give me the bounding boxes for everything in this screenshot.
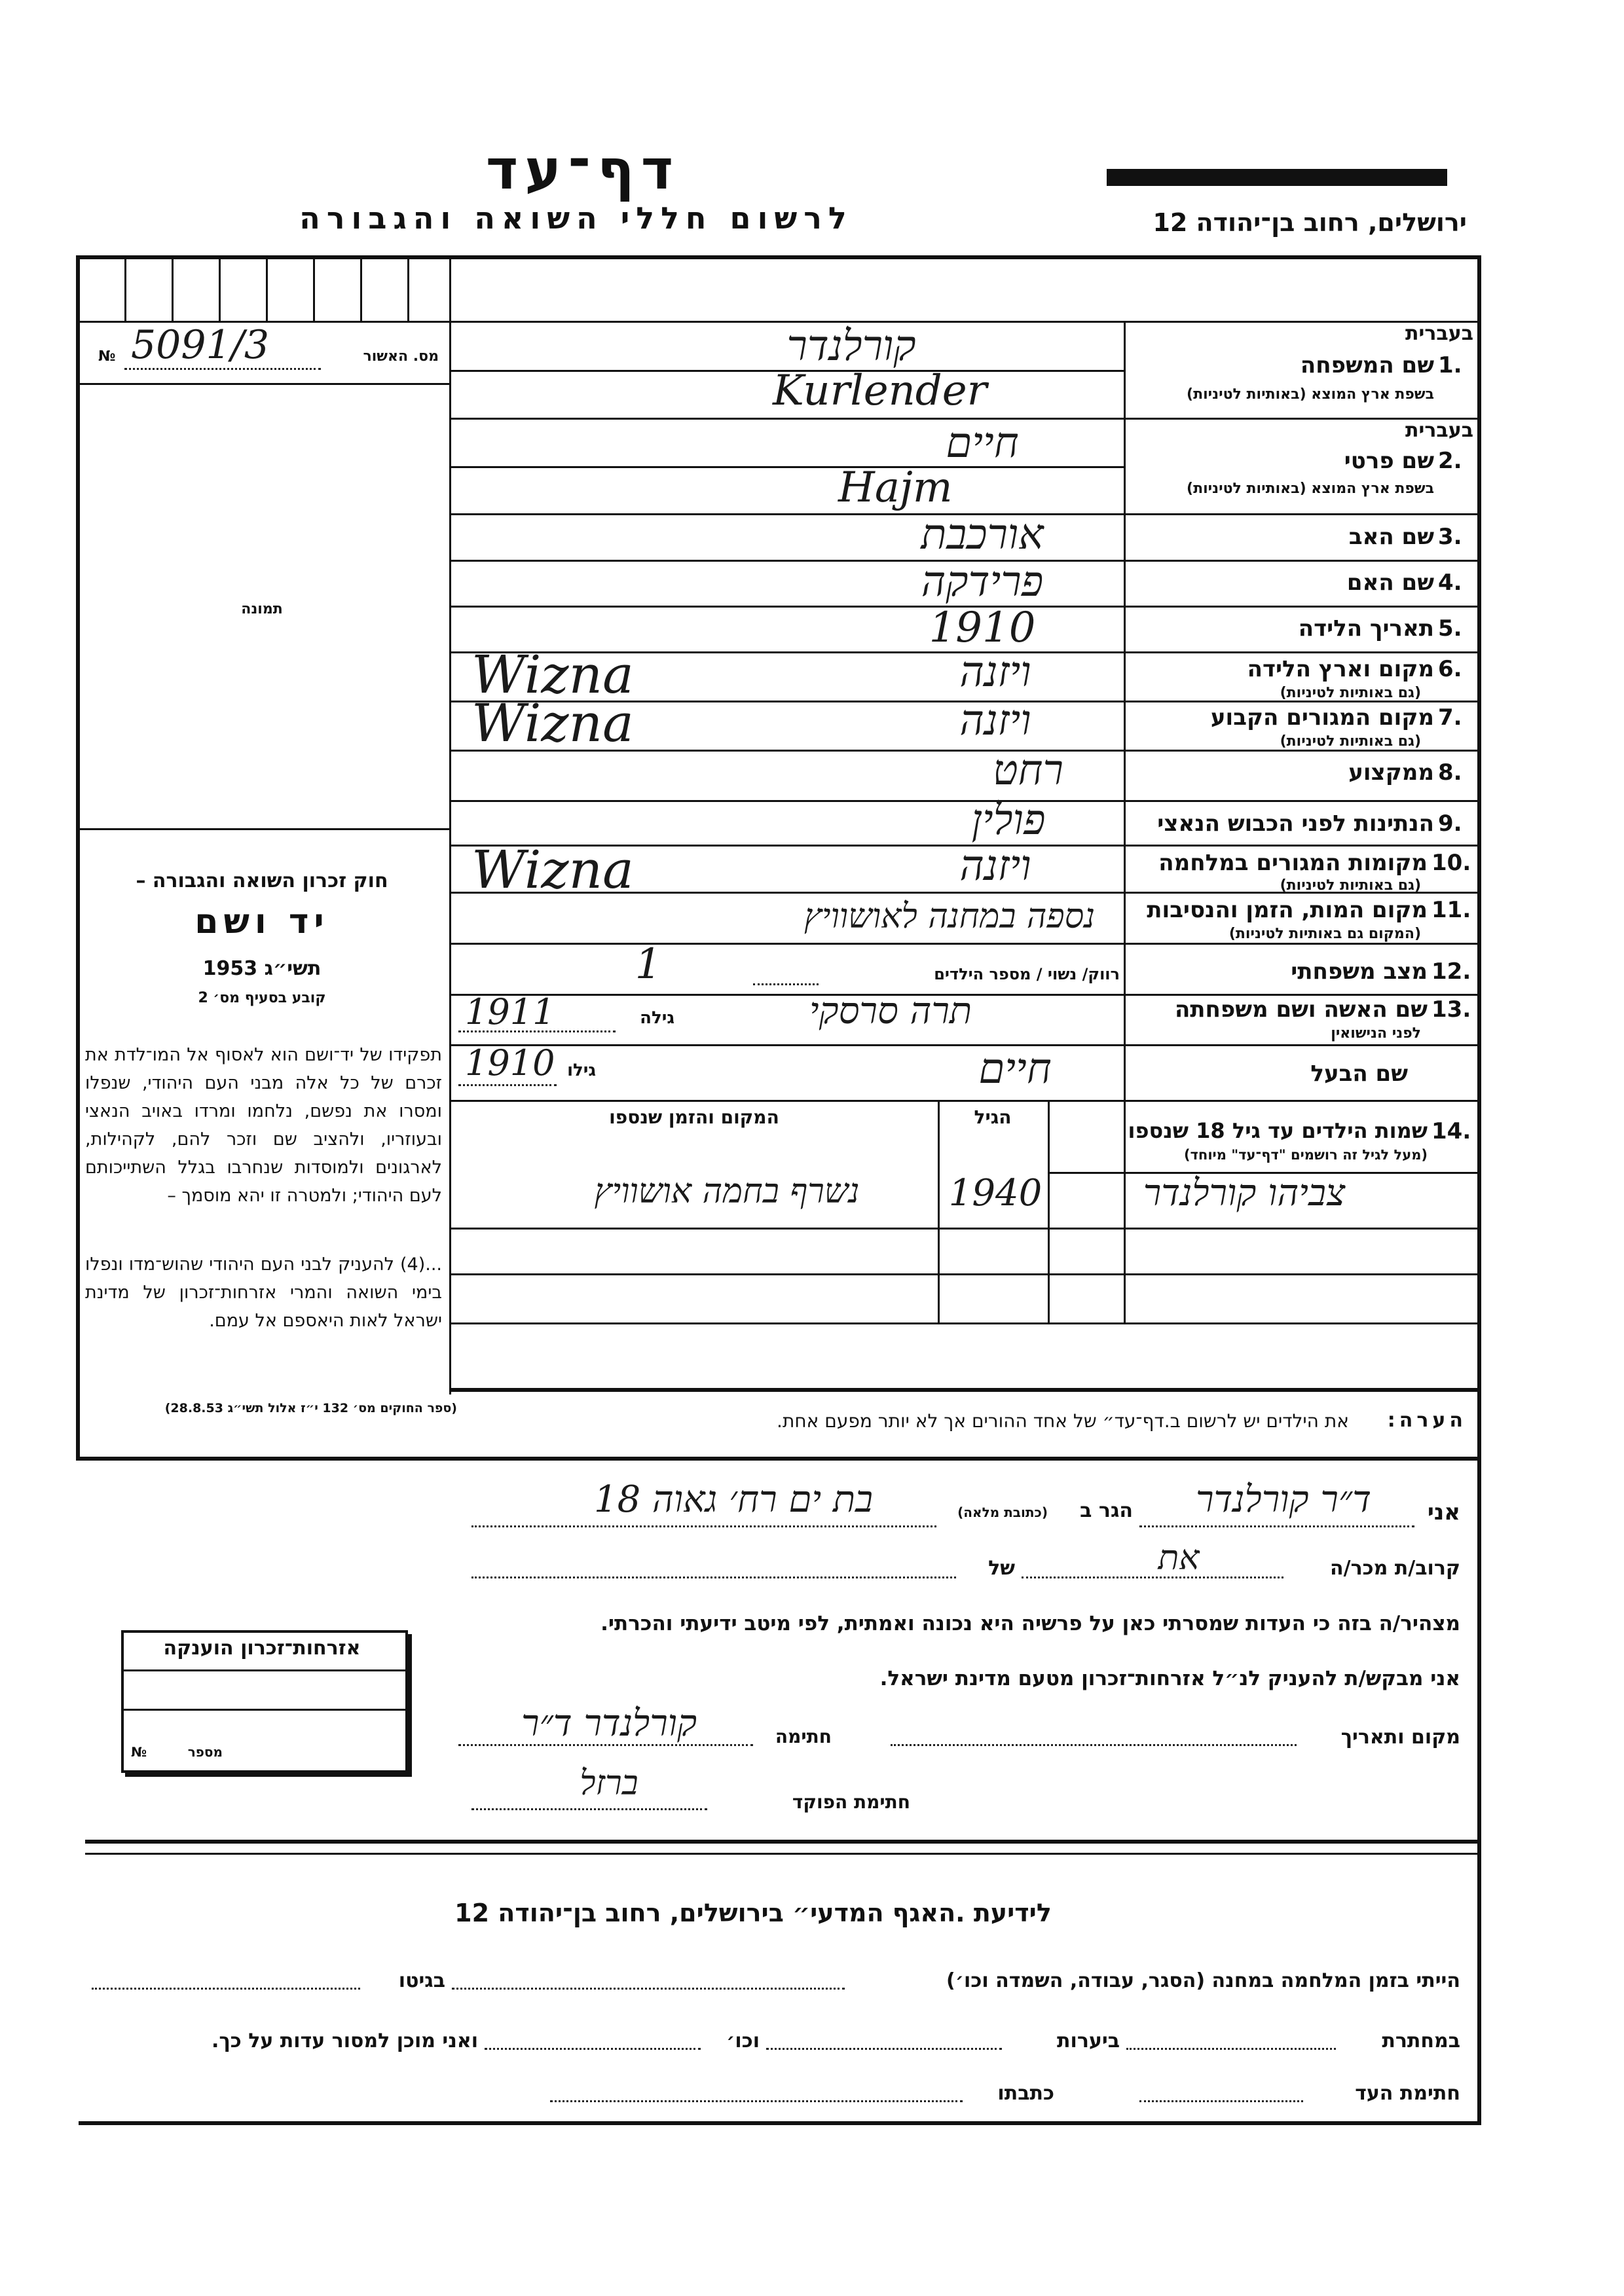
id-box-divider <box>219 255 221 321</box>
children-col-border-age <box>938 1100 940 1322</box>
id-box-divider <box>266 255 268 321</box>
row11-label: מקום המות, הזמן והנסיבות <box>1147 897 1428 923</box>
note-text: את הילדים יש לרשום ב.דף־עד״ של אחד ההורים אך לא יותר מפעם אחת. <box>777 1410 1349 1432</box>
row13-hebrew-value: תרה סרסקי <box>809 990 972 1032</box>
approval-number: 5091/3 <box>131 322 270 368</box>
footer-forests: ביערות <box>1057 2030 1120 2052</box>
law-reference: (ספר החוקים מס׳ 132 י״ז אלול תשי״ג 28.8.53) <box>164 1401 457 1415</box>
id-box-divider <box>124 255 126 321</box>
row5-number: 5. <box>1438 615 1462 642</box>
footer-title: לידיעת .האגף המדעי״ בירושלים, רחוב בן־יהודה 12 <box>454 1899 1052 1927</box>
note-label: הערה: <box>1387 1409 1467 1432</box>
photo-label: תמונה <box>241 601 283 617</box>
approval-bottom <box>76 383 449 385</box>
row5-value: 1910 <box>929 604 1036 652</box>
children-col-place: המקום והזמן שנספו <box>609 1106 779 1128</box>
row7-number: 7. <box>1438 704 1462 731</box>
children-number: 14. <box>1431 1118 1471 1144</box>
husband-age-value: 1910 <box>465 1042 555 1084</box>
children-row-divider <box>449 1273 1481 1275</box>
row6-number: 6. <box>1438 656 1462 682</box>
law-year: תשי״ג 1953 <box>202 957 322 980</box>
footer-witness-sig: חתימת העד <box>1355 2082 1460 2105</box>
row12-value: 1 <box>635 940 662 989</box>
decl-place-line <box>891 1744 1297 1746</box>
row2-label: שם פרטי <box>1344 448 1434 474</box>
frame-left <box>76 255 80 1460</box>
child-place: נשרף בחמה אושוויץ <box>594 1172 860 1211</box>
law-text-1: תפקידו של יד־ושם הוא לאסוף אל המו־לדת את זכרם של כל אלה מבני העם היהודי, שנפלו ומסרו את נפשם, נלחמו ומרדו באויב הנאצי ובעוזריו, ולהציב שם וזכר להם, לקהילות, לארגונים ולמוסדות שנחרבו בגלל השתייכותם לעם היהודי; ולמטרה זו יהא מוסמך – <box>85 1045 442 1206</box>
photo-bottom <box>76 828 449 830</box>
husband-value: חיים <box>978 1045 1052 1093</box>
decl-statement: מצהיר/ה בזה כי העדות שמסרתי כאן על פרשיה היא נכונה ואמתית, לפי מיטב ידיעתי והכרתי. <box>600 1612 1460 1635</box>
footer-bottom <box>79 2121 1481 2125</box>
row3-hebrew-value: אורכבת <box>921 511 1044 559</box>
row1-sub-latin: בשפת ארץ המוצא (באותיות לטיניות) <box>1187 386 1434 403</box>
husband-age-label: גילו <box>567 1061 596 1080</box>
decl-signature-line <box>458 1744 753 1746</box>
row1-hebrew-value: קורלנדר <box>786 322 916 371</box>
row8-number: 8. <box>1438 759 1462 786</box>
row-divider <box>449 943 1481 945</box>
decl-relation-line <box>1022 1576 1283 1578</box>
row8-label: ממקצוע <box>1348 759 1434 786</box>
decl-relation-of: של <box>988 1557 1015 1580</box>
approval-no-label: № <box>98 348 116 365</box>
row2-sub-latin: בשפת ארץ המוצא (באותיות לטיניות) <box>1187 481 1434 497</box>
decl-gar-note: (כתובת מלאה) <box>957 1504 1048 1520</box>
child-age: 1940 <box>948 1172 1043 1214</box>
row10-latin-value: Wizna <box>471 839 634 900</box>
footer-ready: ואני מוכן למסור עדות על כך. <box>212 2030 478 2052</box>
children-col-age: הגיל <box>974 1106 1012 1128</box>
form-subtitle: לרשום חללי השואה והגבורה <box>299 200 853 236</box>
footer-address: כתבתו <box>997 2082 1054 2105</box>
decl-relation-label: קרוב/ת מכר/ה <box>1330 1557 1460 1580</box>
citizenship-title: אזרחות־זכרון הוענקה <box>163 1637 361 1660</box>
footer-ghetto-line <box>92 1988 360 1990</box>
row11-hebrew-value: נספה במחנה לאושוויץ <box>803 897 1096 936</box>
id-box-divider <box>313 255 315 321</box>
footer-witness-line <box>1139 2100 1303 2102</box>
row4-number: 4. <box>1438 570 1462 596</box>
decl-signature-label: חתימה <box>775 1726 832 1747</box>
row7-sub: (גם באותיות לטיניות) <box>1280 733 1421 750</box>
law-text-2: ...(4) להעניק לבני העם היהודי שהוש־מדו ונפלו בימי השואה והמרי אזרחות־זכרון של מדינת ישראל לאות היאספם אל עמם. <box>85 1254 442 1331</box>
row13-age-value: 1911 <box>465 991 555 1032</box>
husband-label: שם הבעל <box>1310 1061 1408 1087</box>
children-label: שמות הילדים עד גיל 18 שנספו <box>1128 1118 1428 1143</box>
form-title: דף־עד <box>485 137 680 202</box>
decl-officer-line <box>471 1808 707 1810</box>
redacted-stamp <box>1107 169 1447 186</box>
footer-camp-line <box>452 1988 845 1990</box>
row7-latin-value: Wizna <box>471 693 634 754</box>
row1-latin-value: Kurlender <box>773 367 987 415</box>
row6-latin-value: Wizna <box>471 644 634 705</box>
decl-ani: אני <box>1427 1499 1460 1525</box>
row11-number: 11. <box>1431 897 1471 923</box>
decl-name-line <box>1139 1525 1414 1527</box>
row-divider <box>449 892 1481 894</box>
row12-number: 12. <box>1431 958 1471 985</box>
row7-hebrew-value: ויזנה <box>959 697 1031 745</box>
row8-hebrew-value: רחט <box>993 746 1063 795</box>
row12-label: מצב משפחתי <box>1291 958 1428 985</box>
id-box-divider <box>407 255 409 321</box>
id-box-divider <box>360 255 362 321</box>
frame-middle <box>76 1457 1481 1461</box>
row10-number: 10. <box>1431 850 1471 876</box>
children-row-divider <box>449 1322 1481 1324</box>
citizenship-number-label: מספר <box>187 1744 223 1760</box>
decl-gar: הגר ב <box>1080 1499 1133 1522</box>
footer-etc: וכו׳ <box>726 2030 760 2052</box>
decl-place-date: מקום ותאריך <box>1340 1726 1460 1749</box>
decl-relation: את <box>1158 1539 1200 1578</box>
row6-label: מקום וארץ הלידה <box>1247 656 1434 682</box>
row13-number: 13. <box>1431 996 1471 1023</box>
footer-divider-1 <box>85 1840 1481 1844</box>
children-col-border-place <box>1048 1100 1050 1322</box>
approval-line <box>124 368 321 370</box>
row12-sub: רווק/ נשוי / מספר הילדים <box>934 965 1120 983</box>
footer-underground: במחתרת <box>1382 2030 1460 2052</box>
decl-officer-label: חתימת הפוקד <box>792 1791 910 1813</box>
footer-underground-line <box>1126 2048 1336 2050</box>
row3-label: שם האב <box>1348 524 1434 550</box>
approval-label: מס. האשור <box>363 348 439 365</box>
row1-sub-hebrew: בעברית <box>1405 322 1473 345</box>
row13-sub: לפני הנישואין <box>1331 1025 1421 1042</box>
header-address: ירושלים, רחוב בן־יהודה 12 <box>1153 208 1467 237</box>
row13-label: שם האשה ושם משפחתה <box>1174 996 1428 1023</box>
footer-camp: הייתי בזמן המלחמה במחנה (הסגר, עבודה, השמדה וכו׳) <box>946 1969 1460 1992</box>
row10-sub: (גם באותיות לטיניות) <box>1280 877 1421 894</box>
law-name: יד ושם <box>194 902 329 941</box>
footer-forests-line <box>766 2048 1002 2050</box>
footer-divider-2 <box>85 1853 1481 1855</box>
note-divider <box>449 1388 1481 1392</box>
row2-sub-hebrew: בעברית <box>1405 419 1473 442</box>
citizenship-no-label: № <box>131 1744 147 1760</box>
law-clause: קובע בסעיף מס׳ 2 <box>198 990 326 1006</box>
children-sub: (מעל לגיל זה רושמים "דף־עד" מיוחד) <box>1183 1147 1428 1163</box>
decl-declarant: ד״ר קורלנדר <box>1195 1478 1372 1521</box>
husband-age-line <box>458 1084 557 1086</box>
row13-age-line <box>458 1030 616 1032</box>
id-box-divider <box>172 255 174 321</box>
row9-label: הנתינות לפני הכבוש הנאצי <box>1157 811 1434 837</box>
row10-hebrew-value: ויזנה <box>959 842 1031 890</box>
frame-top <box>76 255 1481 259</box>
row1-label: שם המשפחה <box>1300 352 1434 378</box>
row4-label: שם האם <box>1346 570 1434 596</box>
left-column-border <box>449 255 451 1394</box>
decl-address: בת ים רח׳ גאוה 18 <box>593 1478 874 1521</box>
row12-line <box>753 983 819 985</box>
decl-of-line <box>471 1576 956 1578</box>
child-name: צביהו קורלנדר <box>1143 1172 1346 1214</box>
row13-age-label: גילה <box>640 1008 674 1028</box>
citizenship-divider <box>121 1669 405 1671</box>
row7-label: מקום המגורים הקבוע <box>1210 704 1434 731</box>
footer-address-line <box>550 2100 963 2102</box>
decl-request: אני מבקש/ת להעניק לנ״ל אזרחות־זכרון מטעם מדינת ישראל. <box>879 1667 1460 1690</box>
row10-label: מקומות המגורים במלחמה <box>1158 850 1428 876</box>
row9-number: 9. <box>1438 811 1462 837</box>
row9-hebrew-value: פולין <box>971 796 1046 845</box>
row6-hebrew-value: ויזנה <box>959 648 1031 697</box>
decl-officer-signature: ברזל <box>580 1764 638 1803</box>
law-title: חוק זכרון השואה והגבורה – <box>136 869 388 892</box>
row4-hebrew-value: פרידקה <box>921 558 1044 606</box>
row-divider <box>449 1100 1481 1102</box>
row6-sub: (גם באותיות לטיניות) <box>1280 685 1421 701</box>
row5-label: תאריך הלידה <box>1298 615 1434 642</box>
footer-etc-line <box>485 2048 701 2050</box>
decl-address-line <box>471 1525 936 1527</box>
row2-latin-value: Hajm <box>838 464 953 512</box>
row1-number: 1. <box>1438 352 1462 378</box>
row2-number: 2. <box>1438 448 1462 474</box>
decl-signature: קורלנדר ד״ר <box>521 1702 697 1745</box>
row3-number: 3. <box>1438 524 1462 550</box>
row11-sub: (המקום גם באותיות לטיניות) <box>1228 926 1421 942</box>
citizenship-divider <box>121 1709 405 1711</box>
row2-hebrew-value: חיים <box>946 419 1019 467</box>
children-row-divider <box>449 1228 1481 1230</box>
footer-ghetto: בגיטו <box>398 1969 445 1992</box>
